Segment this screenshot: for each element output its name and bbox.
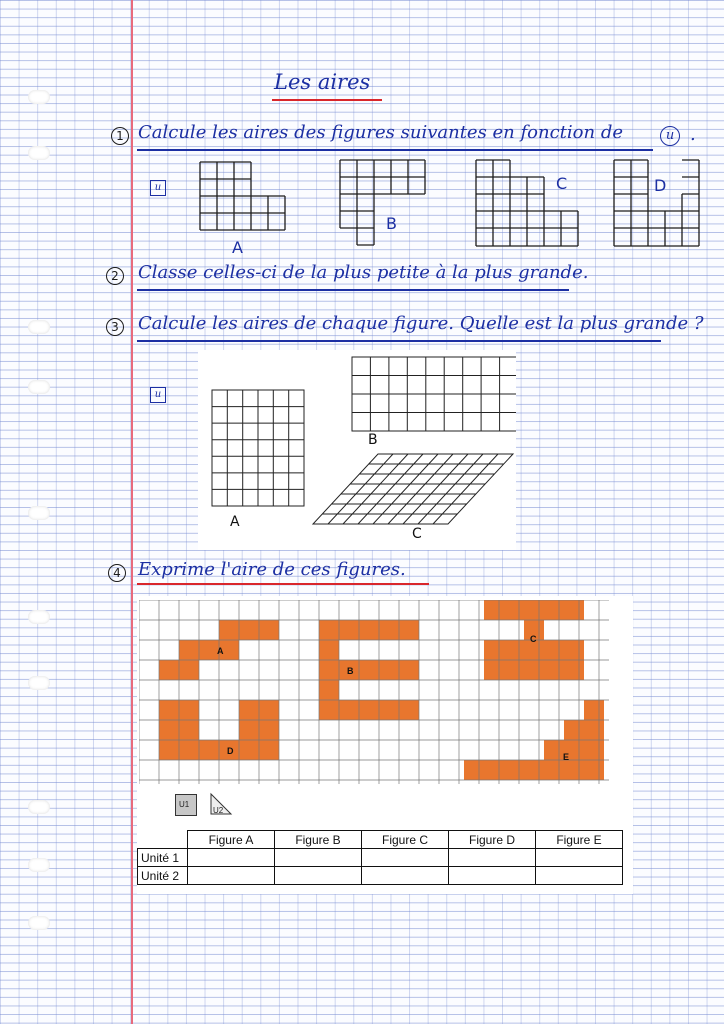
figure-c-grid	[476, 160, 578, 246]
punch-hole	[28, 320, 50, 334]
punch-hole	[28, 610, 50, 624]
table-header-row	[138, 831, 623, 849]
punch-hole	[28, 380, 50, 394]
exercise-4-text: Exprime l'aire de ces figures.	[138, 559, 406, 580]
answer-cell[interactable]	[188, 849, 275, 867]
figure-label-a: A	[232, 238, 243, 257]
punch-hole	[28, 858, 50, 872]
row-label: Unité 1	[138, 849, 188, 867]
table-header: Figure B	[275, 831, 362, 849]
exercise-3-underline	[137, 340, 661, 342]
figure-label-d: D	[654, 176, 667, 195]
answer-cell[interactable]	[362, 867, 449, 885]
exercise-number: 4	[108, 564, 126, 582]
table-header: Figure D	[449, 831, 536, 849]
answer-cell[interactable]	[275, 849, 362, 867]
punch-hole	[28, 800, 50, 814]
answer-cell[interactable]	[362, 849, 449, 867]
answer-cell[interactable]	[449, 849, 536, 867]
exercise-1-figures	[0, 0, 724, 260]
orange-figures	[159, 600, 604, 780]
figure-d-grid	[614, 160, 699, 246]
exercise-1-text: Calcule les aires des figures suivantes en fonction de	[138, 122, 623, 143]
unit-symbol-circle: u	[660, 126, 680, 146]
figure-b-rectangle	[352, 357, 516, 431]
exercise-4-underline	[137, 583, 429, 585]
figure-label-c: C	[556, 174, 568, 193]
answer-cell[interactable]	[536, 867, 623, 885]
exercise-4-printed-sheet	[137, 596, 633, 894]
exercise-3-text: Calcule les aires de chaque figure. Quelle est la plus grande ?	[138, 313, 704, 334]
figure-label-e: E	[563, 752, 570, 762]
exercise-number: 2	[106, 267, 124, 285]
figure-label-c: C	[530, 634, 537, 644]
punch-hole	[28, 676, 50, 690]
unit-square-icon: u	[150, 180, 166, 196]
figure-label-b: B	[368, 432, 378, 448]
area-table	[137, 830, 623, 885]
unit-1-square-icon	[175, 794, 197, 816]
exercise-2-underline	[137, 289, 569, 291]
answer-cell[interactable]	[188, 867, 275, 885]
answer-cell[interactable]	[275, 867, 362, 885]
exercise-3-printed-figures	[198, 350, 516, 550]
figure-label-a: A	[230, 514, 240, 530]
row-label: Unité 2	[138, 867, 188, 885]
page-title: Les aires	[274, 70, 371, 94]
figure-label-b: B	[386, 214, 397, 233]
table-header: Figure C	[362, 831, 449, 849]
table-row	[138, 867, 623, 885]
figure-a-grid	[200, 162, 285, 230]
figure-label-a: A	[217, 646, 224, 656]
figure-b-grid	[340, 160, 425, 245]
unit-square-icon: u	[150, 387, 166, 403]
answer-cell[interactable]	[449, 867, 536, 885]
figure-a-rectangle	[212, 390, 304, 506]
table-header: Figure A	[188, 831, 275, 849]
figure-label-d: D	[227, 746, 234, 756]
unit-2-label: U2	[213, 806, 224, 815]
exercise-number: 3	[106, 318, 124, 336]
punch-hole	[28, 506, 50, 520]
exercise-1-period: .	[690, 124, 696, 145]
punch-hole	[28, 916, 50, 930]
answer-cell[interactable]	[536, 849, 623, 867]
figure-b-shape	[319, 620, 419, 720]
table-header: Figure E	[536, 831, 623, 849]
exercise-number: 1	[111, 127, 129, 145]
figure-label-b: B	[347, 666, 354, 676]
unit-1-label: U1	[179, 800, 190, 809]
figure-label-c: C	[412, 526, 422, 542]
table-row	[138, 849, 623, 867]
figure-c-parallelogram	[313, 454, 513, 524]
table-corner	[138, 831, 188, 849]
exercise-2-text: Classe celles-ci de la plus petite à la plus grande.	[138, 262, 589, 283]
orange-figures-grid	[139, 600, 609, 784]
